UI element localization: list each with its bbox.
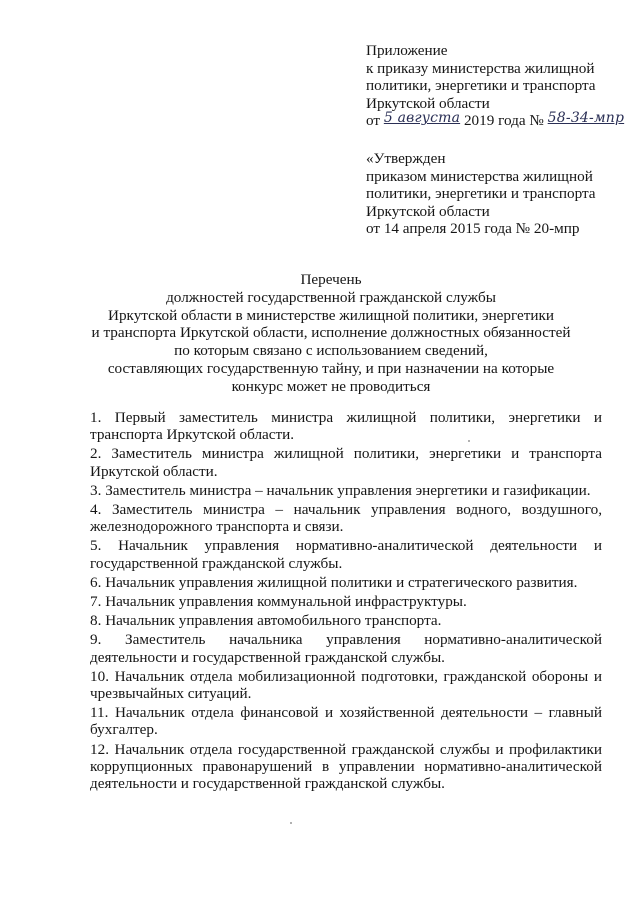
list-item: [90, 593, 602, 610]
item-number: 12.: [90, 740, 109, 758]
item-text: Начальник отдела мобилизационной подготовки, гражданской обороны и чрезвычайных ситуаций.: [90, 667, 602, 703]
item-number: 9.: [90, 631, 102, 649]
appendix-header: [366, 42, 628, 131]
item-text: Первый заместитель министра жилищной политики, энергетики и транспорта Иркутской области.: [90, 409, 602, 444]
date-prefix: от: [366, 112, 381, 130]
approved-line: политики, энергетики и транспорта: [366, 185, 596, 203]
appendix-date-line: [366, 112, 628, 131]
positions-list: [90, 409, 602, 794]
title-line: и транспорта Иркутской области, исполнение должностных обязанностей: [91, 324, 571, 342]
item-number: 10.: [90, 667, 109, 685]
list-item: [90, 409, 602, 443]
item-text: Начальник управления автомобильного транспорта.: [105, 612, 442, 630]
list-item: [90, 501, 602, 535]
item-number: 6.: [90, 573, 102, 591]
list-item: [90, 741, 602, 793]
handwritten-order-number: 58-34-мпр: [547, 110, 625, 127]
item-number: 7.: [90, 593, 102, 611]
item-number: 2.: [90, 445, 102, 463]
item-number: 5.: [90, 537, 102, 555]
item-number: 4.: [90, 501, 102, 519]
title-line: по которым связано с использованием сведений,: [174, 342, 488, 360]
list-item: [90, 482, 602, 499]
item-text: Заместитель начальника управления нормативно-аналитической деятельности и государственной гражданской службы.: [90, 631, 602, 666]
appendix-line: Иркутской области: [366, 94, 490, 112]
title-line: Иркутской области в министерстве жилищной политики, энергетики: [107, 306, 555, 324]
document-title: [60, 271, 602, 396]
item-text: Начальник управления нормативно-аналитической деятельности и государственной гражданской службы.: [90, 537, 603, 572]
list-item: [90, 574, 602, 591]
approved-header: [366, 150, 628, 238]
handwritten-date: 5 августа: [383, 110, 461, 127]
item-text: Заместитель министра жилищной политики, энергетики и транспорта Иркутской области.: [90, 445, 602, 480]
list-item: [90, 668, 602, 702]
approved-line: Иркутской области: [366, 202, 490, 220]
scan-speck: [468, 440, 470, 442]
item-number: 8.: [90, 612, 102, 630]
list-item: [90, 612, 602, 629]
list-item: [90, 445, 602, 479]
item-text: Начальник управления жилищной политики и стратегического развития.: [105, 573, 578, 591]
title-line: должностей государственной гражданской службы: [166, 288, 496, 306]
approved-line: приказом министерства жилищной: [366, 167, 593, 185]
item-text: Заместитель министра – начальник управления энергетики и газификации.: [105, 481, 591, 499]
appendix-line: политики, энергетики и транспорта: [366, 77, 596, 95]
item-text: Заместитель министра – начальник управления водного, воздушного, железнодорожного транспорта и связи.: [90, 501, 603, 536]
item-number: 1.: [90, 409, 102, 426]
approved-line: «Утвержден: [366, 150, 446, 167]
item-text: Начальник отдела государственной гражданской службы и профилактики коррупционных правонарушений в управлении нормативно-аналитической деятельности и государственной гражданской службы.: [90, 740, 603, 793]
scan-speck: [290, 822, 292, 824]
item-number: 11.: [90, 704, 109, 722]
list-item: [90, 631, 602, 665]
title-line: конкурс может не проводиться: [231, 377, 431, 395]
list-item: [90, 537, 602, 571]
title-line: составляющих государственную тайну, и при назначении на которые: [107, 359, 555, 377]
list-item: [90, 704, 602, 738]
appendix-line: Приложение: [366, 42, 448, 59]
item-text: Начальник отдела финансовой и хозяйственной деятельности – главный бухгалтер.: [90, 704, 603, 739]
title-line: Перечень: [300, 271, 362, 288]
appendix-line: к приказу министерства жилищной: [366, 59, 595, 77]
item-text: Начальник управления коммунальной инфраструктуры.: [105, 593, 467, 611]
item-number: 3.: [90, 481, 102, 499]
approved-line: от 14 апреля 2015 года № 20-мпр: [366, 220, 580, 238]
order-year: 2019 года №: [463, 112, 544, 130]
